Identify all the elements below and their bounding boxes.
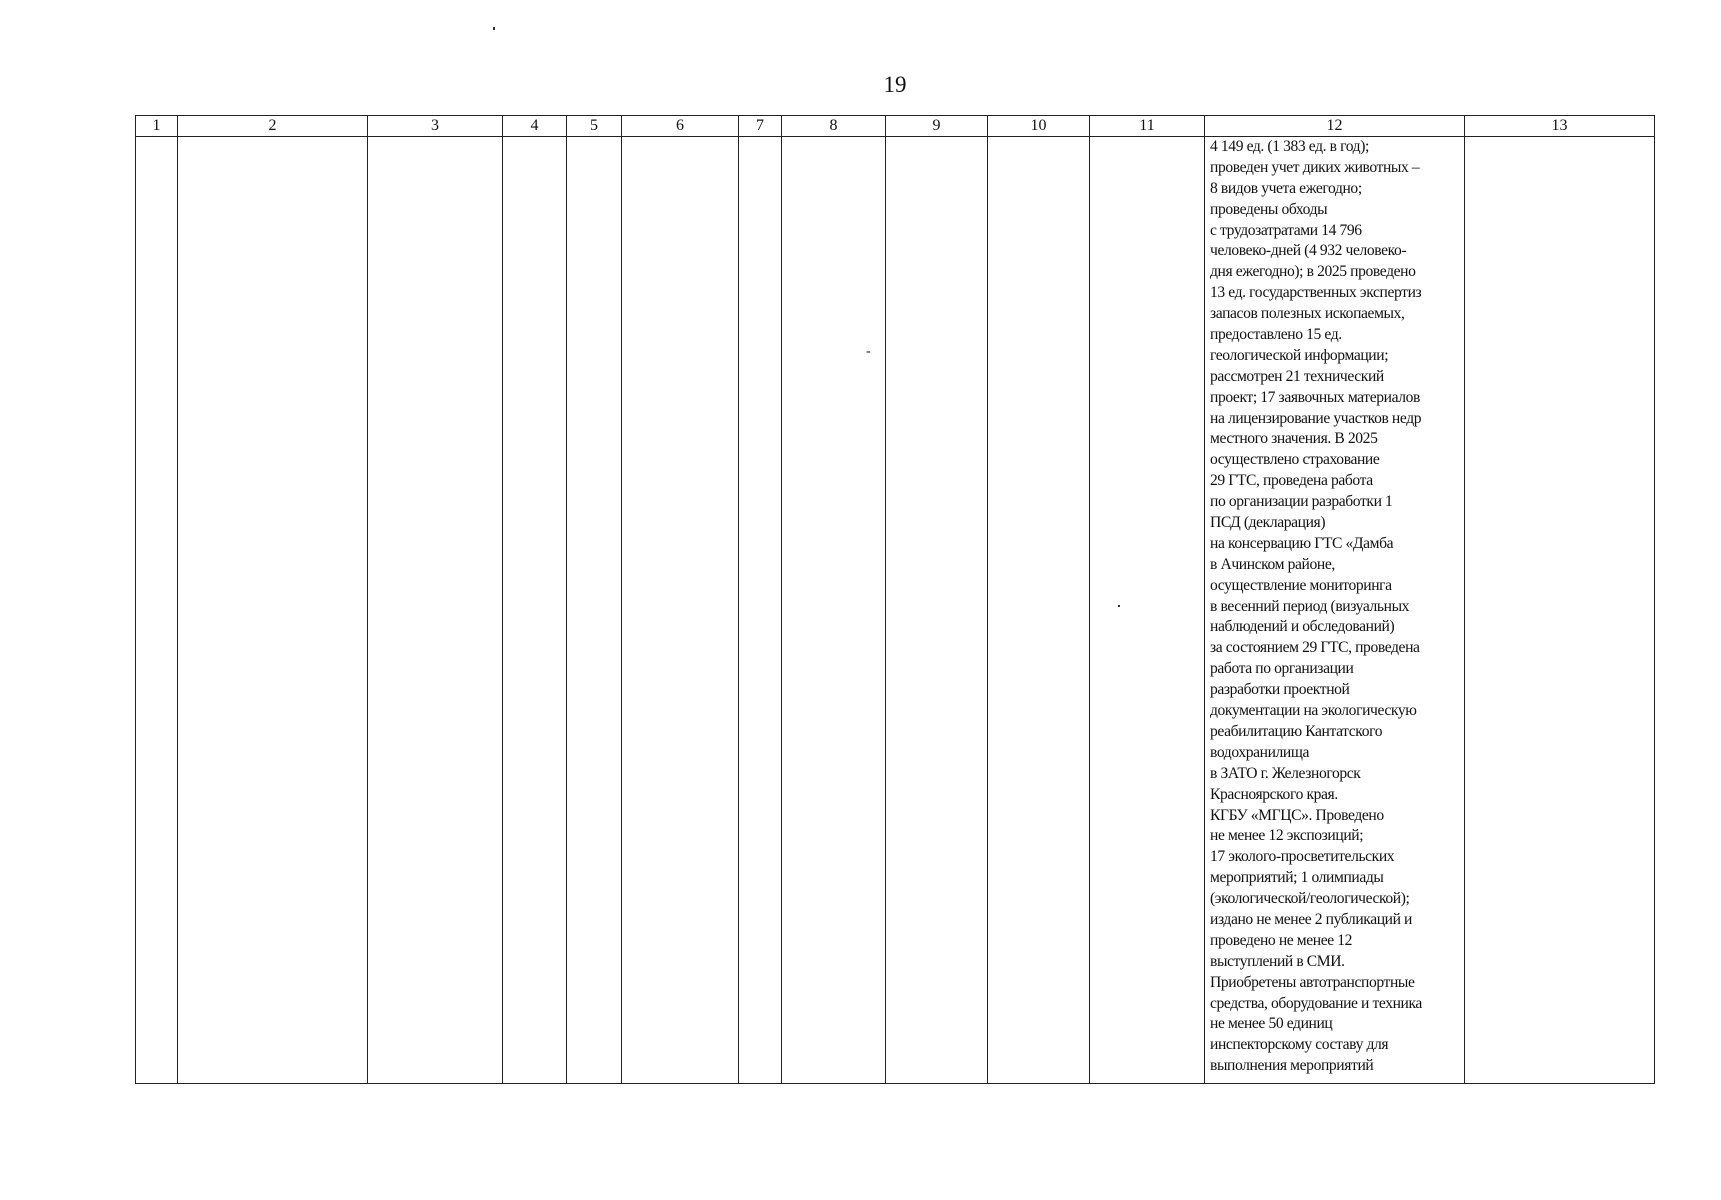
text-line: запасов полезных ископаемых, (1210, 305, 1405, 323)
text-line: местного значения. В 2025 (1210, 430, 1378, 448)
column-header: 4 (503, 116, 567, 137)
text-line: не менее 50 единиц (1210, 1015, 1333, 1033)
text-line: КГБУ «МГЦС». Проведено (1210, 806, 1384, 824)
text-line: за состоянием 29 ГТС, проведена (1210, 639, 1420, 657)
text-line: мероприятий; 1 олимпиады (1210, 869, 1384, 887)
column-header: 9 (886, 116, 988, 137)
column-header: 5 (567, 116, 622, 137)
page-number: 19 (883, 72, 907, 97)
text-line: 29 ГТС, проведена работа (1210, 472, 1373, 490)
scan-speck (493, 27, 495, 30)
cell-col-1 (136, 137, 178, 1084)
text-line: водохранилища (1210, 743, 1310, 761)
cell-col-12 (1205, 137, 1465, 1084)
text-line: 4 149 ед. (1 383 ед. в год); (1210, 138, 1369, 155)
cell-col-9 (886, 137, 988, 1084)
text-line: на консервацию ГТС «Дамба (1210, 534, 1394, 552)
header-row (136, 116, 1655, 137)
column-header: 6 (622, 116, 739, 137)
column-header: 13 (1465, 116, 1655, 137)
column-header: 12 (1205, 116, 1465, 137)
text-line: в весенний период (визуальных (1210, 597, 1410, 615)
text-line: инспекторскому составу для (1210, 1036, 1389, 1054)
text-line: проект; 17 заявочных материалов (1210, 388, 1420, 406)
text-line: дня ежегодно); в 2025 проведено (1210, 263, 1416, 281)
text-line: с трудозатратами 14 796 (1210, 221, 1362, 239)
cell-col-2 (178, 137, 368, 1084)
column-header: 2 (178, 116, 368, 137)
cell-col-4 (503, 137, 567, 1084)
column-header: 11 (1090, 116, 1205, 137)
column-header: 7 (739, 116, 782, 137)
text-line: 8 видов учета ежегодно; (1210, 179, 1362, 197)
text-line: проведено не менее 12 (1210, 931, 1353, 949)
col-8-dash-mark: - (866, 344, 871, 359)
column-header: 10 (988, 116, 1090, 137)
text-line: выступлений в СМИ. (1210, 952, 1345, 970)
text-line: издано не менее 2 публикаций и (1210, 910, 1413, 928)
text-line: проведены обходы (1210, 200, 1328, 218)
text-line: 13 ед. государственных экспертиз (1210, 284, 1422, 302)
text-line: 17 эколого-просветительских (1210, 848, 1395, 866)
text-line: наблюдений и обследований) (1210, 618, 1395, 636)
cell-col-6 (622, 137, 739, 1084)
text-line: рассмотрен 21 технический (1210, 367, 1384, 385)
text-line: документации на экологическую (1210, 702, 1417, 720)
text-line: реабилитацию Кантатского (1210, 722, 1383, 740)
column-header: 8 (782, 116, 886, 137)
text-line: (экологической/геологической); (1210, 890, 1410, 908)
cell-col-3 (368, 137, 503, 1084)
text-line: в Ачинском районе, (1210, 555, 1335, 573)
text-line: средства, оборудование и техника (1210, 994, 1422, 1012)
text-line: не менее 12 экспозиций; (1210, 827, 1364, 845)
text-line: в ЗАТО г. Железногорск (1210, 764, 1361, 782)
cell-col-11 (1090, 137, 1205, 1084)
text-line: осуществление мониторинга (1210, 576, 1392, 594)
cell-col-10 (988, 137, 1090, 1084)
text-line: работа по организации (1210, 660, 1354, 678)
data-table (135, 115, 1655, 1084)
cell-col-12-text (1205, 137, 1464, 1077)
column-header: 1 (136, 116, 178, 137)
cell-col-8 (782, 137, 886, 1084)
text-line: предоставлено 15 ед. (1210, 326, 1342, 344)
text-line: по организации разработки 1 (1210, 493, 1393, 511)
text-line: на лицензирование участков недр (1210, 409, 1422, 427)
text-line: ПСД (декларация) (1210, 514, 1326, 532)
text-line: человеко-дней (4 932 человеко- (1210, 242, 1407, 260)
text-line: Красноярского края. (1210, 785, 1338, 803)
cell-col-13 (1465, 137, 1655, 1084)
text-line: разработки проектной (1210, 681, 1350, 699)
text-line: геологической информации; (1210, 346, 1389, 364)
text-line: Приобретены автотранспортные (1210, 973, 1415, 991)
cell-col-7 (739, 137, 782, 1084)
text-line: осуществлено страхование (1210, 451, 1380, 469)
cell-col-5 (567, 137, 622, 1084)
table-row (136, 137, 1655, 1084)
text-line: проведен учет диких животных – (1210, 158, 1420, 176)
column-header: 3 (368, 116, 503, 137)
text-line: выполнения мероприятий (1210, 1057, 1374, 1075)
